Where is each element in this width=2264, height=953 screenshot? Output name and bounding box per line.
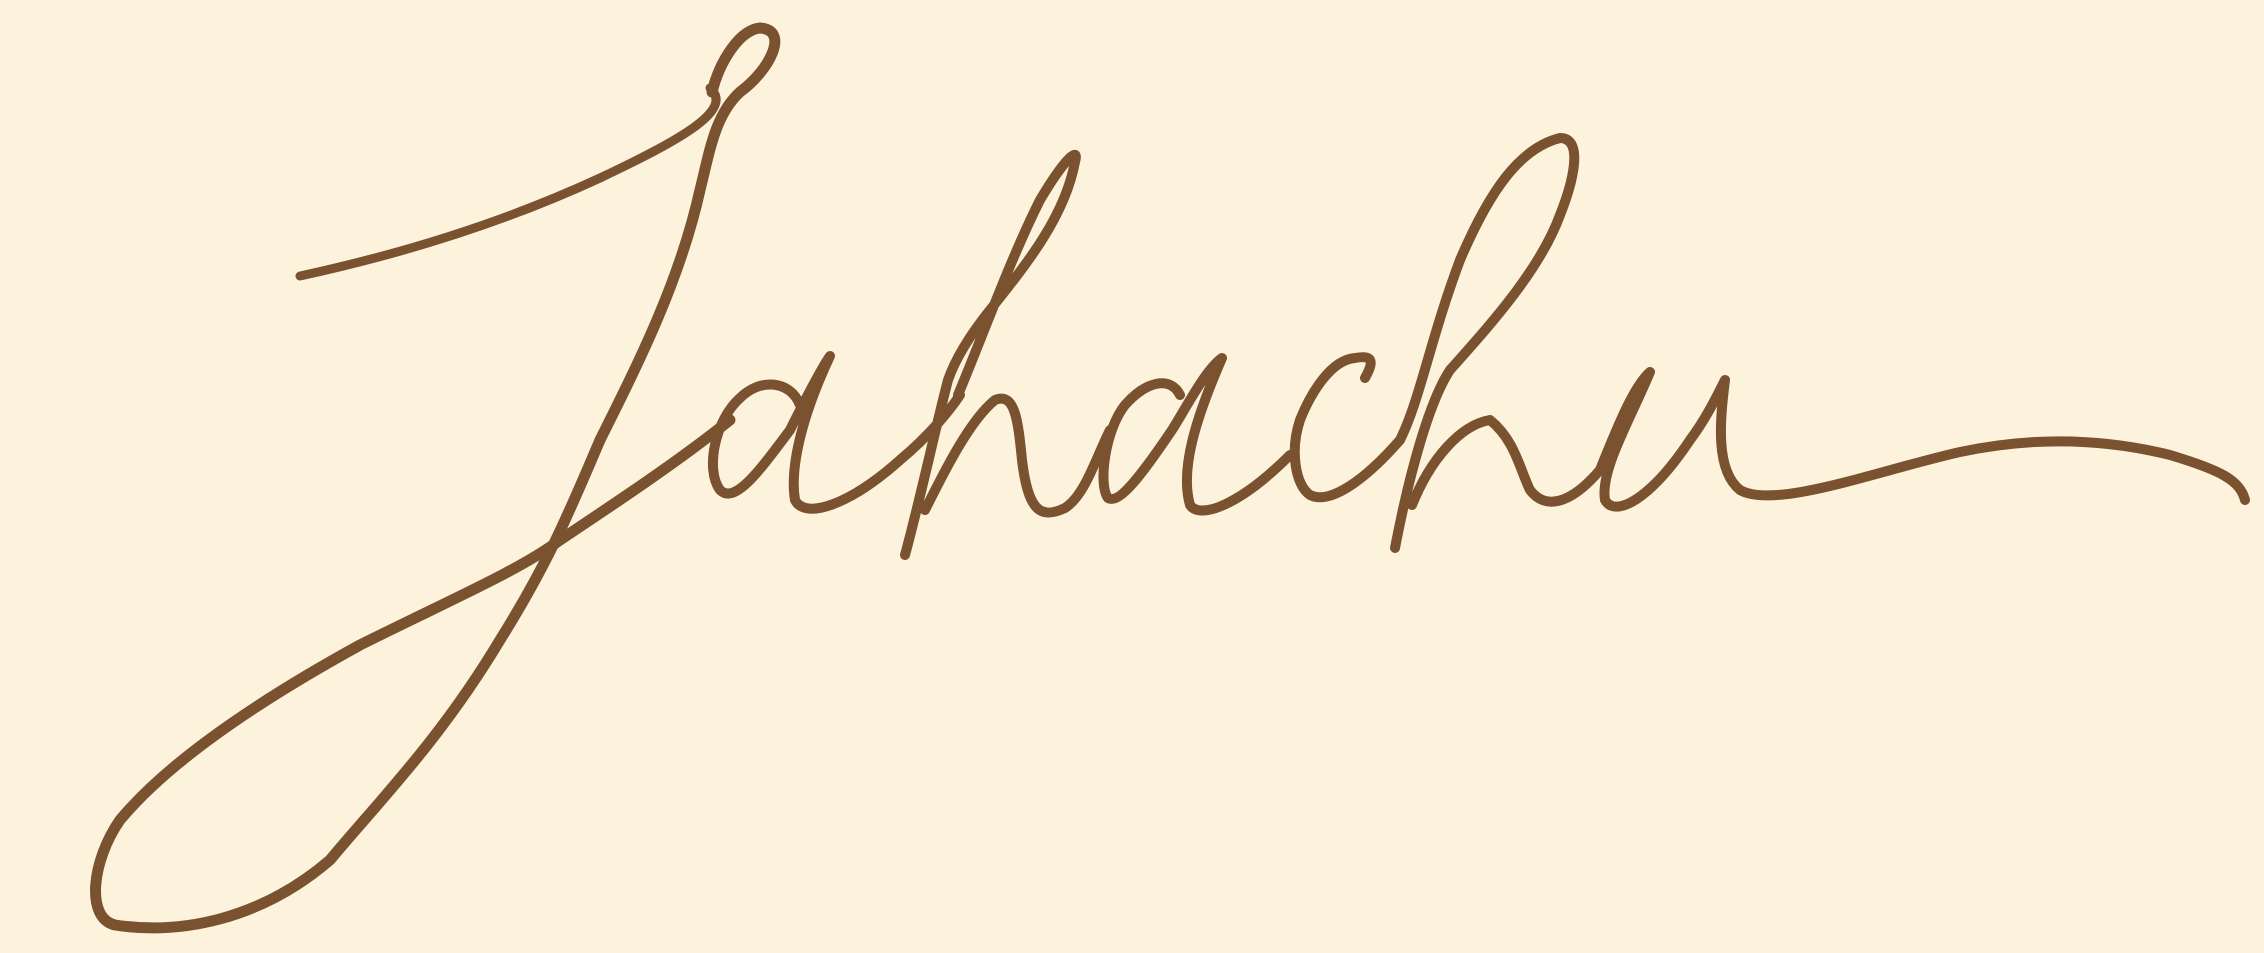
letter-c <box>1295 357 1400 497</box>
letter-j-stem <box>96 28 775 928</box>
letter-a-2 <box>1103 358 1290 511</box>
letter-u-with-flourish <box>1600 372 2245 507</box>
letter-j-crossbar <box>300 88 716 276</box>
letter-h <box>905 155 1110 555</box>
letter-h-2 <box>1395 138 1600 548</box>
